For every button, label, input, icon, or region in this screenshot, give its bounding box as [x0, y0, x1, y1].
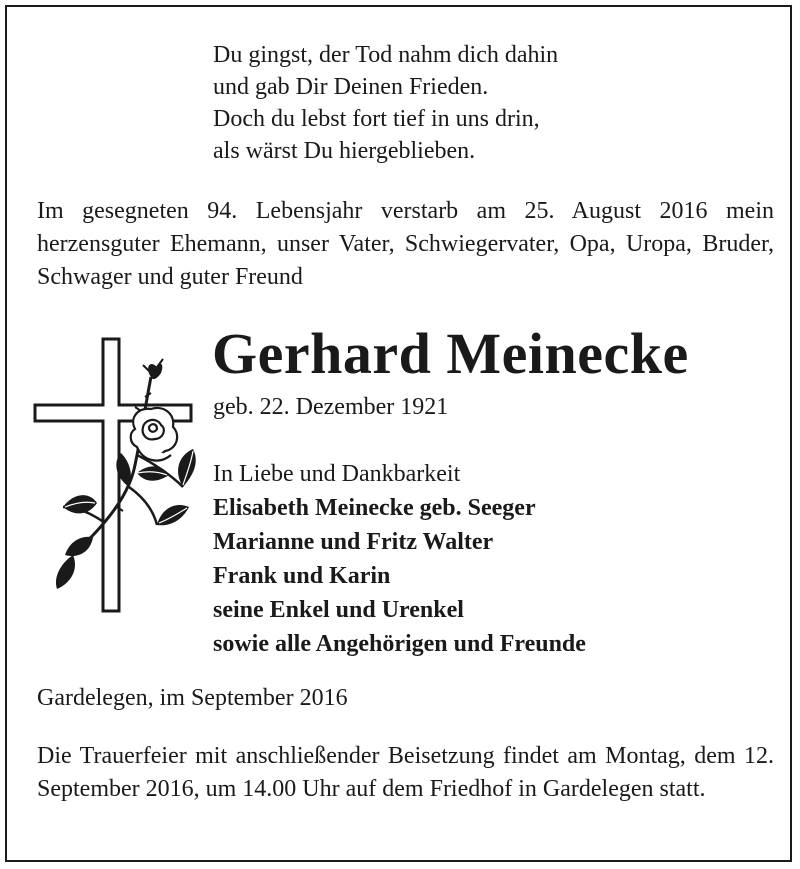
poem-line: Du gingst, der Tod nahm dich dahin	[213, 42, 559, 68]
announcement-line: Bruder, Schwager und guter Freund	[37, 231, 774, 290]
memorial-poem	[213, 39, 733, 167]
service-line: Gardelegen statt.	[542, 776, 706, 802]
birth-date: geb. 22. Dezember 1921	[213, 394, 449, 420]
mourners-list	[213, 457, 586, 661]
announcement-line: Im gesegneten 94. Lebensjahr verstarb am 25. August 2016 mein	[37, 198, 774, 224]
funeral-service-text	[37, 740, 774, 806]
service-line: dem 12. September 2016, um 14.00 Uhr auf dem Friedhof in	[37, 743, 774, 802]
mourner-name: Frank und Karin	[213, 563, 391, 589]
poem-line: als wärst Du hiergeblieben.	[213, 138, 476, 164]
place-and-date: Gardelegen, im September 2016	[37, 685, 348, 711]
mourner-name: sowie alle Angehörigen und Freunde	[213, 631, 586, 657]
announcement-line: herzensguter Ehemann, unser Vater, Schwiegervater, Opa, Uropa,	[37, 231, 692, 257]
mourner-name: seine Enkel und Urenkel	[213, 597, 464, 623]
service-line: Die Trauerfeier mit anschließender Beisetzung findet am Montag,	[37, 743, 686, 769]
announcement-text	[37, 195, 774, 294]
deceased-name: Gerhard Meinecke	[212, 321, 689, 386]
mourner-name: Elisabeth Meinecke geb. Seeger	[213, 495, 536, 521]
mourner-name: Marianne und Fritz Walter	[213, 529, 494, 555]
cross-with-rose-icon	[33, 337, 201, 617]
obituary-notice	[5, 5, 792, 862]
mourners-intro: In Liebe und Dankbarkeit	[213, 461, 461, 487]
poem-line: und gab Dir Deinen Frieden.	[213, 74, 489, 100]
poem-line: Doch du lebst fort tief in uns drin,	[213, 106, 540, 132]
